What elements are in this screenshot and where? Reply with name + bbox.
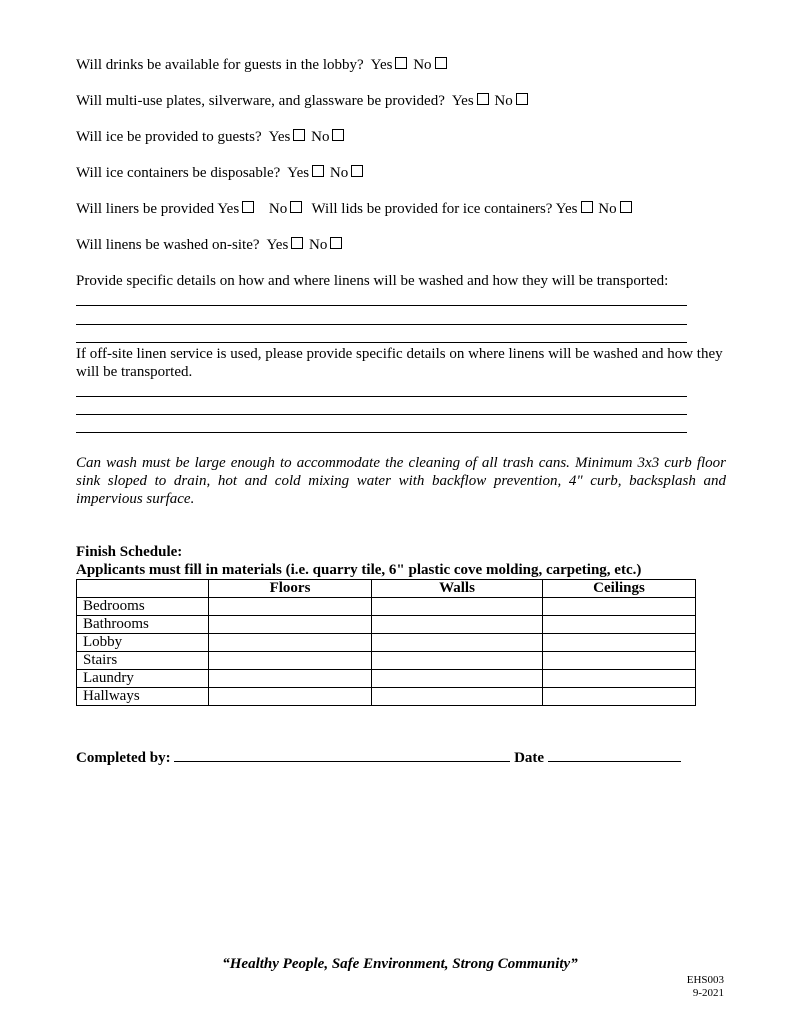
header-ceilings: Ceilings xyxy=(543,580,696,598)
yes-checkbox[interactable] xyxy=(581,201,593,213)
ceilings-cell[interactable] xyxy=(543,616,696,634)
room-name: Hallways xyxy=(77,688,209,706)
walls-cell[interactable] xyxy=(372,688,543,706)
finish-schedule-title: Finish Schedule: xyxy=(76,544,183,560)
offsite-line-1[interactable] xyxy=(76,396,687,397)
question-text: Will ice containers be disposable? xyxy=(76,165,281,181)
offsite-line-2[interactable] xyxy=(76,414,687,415)
yes-checkbox[interactable] xyxy=(242,201,254,213)
room-name: Stairs xyxy=(77,652,209,670)
offsite-line-3[interactable] xyxy=(76,432,687,433)
date-label: Date xyxy=(514,750,545,766)
question-text: Will ice be provided to guests? xyxy=(76,129,262,145)
ceilings-cell[interactable] xyxy=(543,598,696,616)
room-name: Laundry xyxy=(77,670,209,688)
yes-label: Yes xyxy=(217,201,240,217)
linen-details-line-3[interactable] xyxy=(76,342,687,343)
yes-checkbox[interactable] xyxy=(312,165,324,177)
no-checkbox[interactable] xyxy=(435,57,447,69)
table-row xyxy=(77,598,696,616)
floors-cell[interactable] xyxy=(209,598,372,616)
yes-checkbox[interactable] xyxy=(395,57,407,69)
footer-quote: “Healthy People, Safe Environment, Strong Community” xyxy=(222,956,578,972)
completed-by-line[interactable] xyxy=(174,747,510,762)
question-drinks-lobby xyxy=(76,56,449,74)
yes-label: Yes xyxy=(268,129,291,145)
header-walls: Walls xyxy=(372,580,543,598)
finish-schedule-instructions: Applicants must fill in materials (i.e. quarry tile, 6" plastic cove molding, carpeting, etc.) xyxy=(76,562,642,578)
question-liners-lids xyxy=(76,200,634,218)
no-checkbox[interactable] xyxy=(620,201,632,213)
walls-cell[interactable] xyxy=(372,598,543,616)
no-label: No xyxy=(329,165,349,181)
ceilings-cell[interactable] xyxy=(543,634,696,652)
no-label: No xyxy=(598,201,617,217)
walls-cell[interactable] xyxy=(372,634,543,652)
table-row xyxy=(77,670,696,688)
no-checkbox[interactable] xyxy=(351,165,363,177)
table-header-row xyxy=(77,580,696,598)
question-text: Will multi-use plates, silverware, and glassware be provided? xyxy=(76,93,445,109)
yes-label: Yes xyxy=(287,165,310,181)
yes-checkbox[interactable] xyxy=(477,93,489,105)
question-ice-provided xyxy=(76,128,346,146)
linen-details-prompt: Provide specific details on how and where linens will be washed and how they will be transported: xyxy=(76,273,669,289)
yes-label: Yes xyxy=(451,93,474,109)
no-checkbox[interactable] xyxy=(330,237,342,249)
form-date: 9-2021 xyxy=(692,987,724,999)
yes-label: Yes xyxy=(370,57,393,73)
floors-cell[interactable] xyxy=(209,670,372,688)
question-linens-washed-onsite xyxy=(76,236,344,254)
no-checkbox[interactable] xyxy=(290,201,302,213)
floors-cell[interactable] xyxy=(209,616,372,634)
offsite-prompt: If off-site linen service is used, please provide specific details on where linens will be washed and how they will be transported. xyxy=(76,346,723,380)
no-label: No xyxy=(268,201,288,217)
no-checkbox[interactable] xyxy=(516,93,528,105)
linen-details-line-1[interactable] xyxy=(76,305,687,306)
question-text: Will drinks be available for guests in the lobby? xyxy=(76,57,364,73)
question-ice-containers-disposable xyxy=(76,164,365,182)
no-label: No xyxy=(309,237,328,253)
table-row xyxy=(77,634,696,652)
header-floors: Floors xyxy=(209,580,372,598)
floors-cell[interactable] xyxy=(209,652,372,670)
completed-by-row xyxy=(76,747,681,767)
no-label: No xyxy=(311,129,330,145)
no-checkbox[interactable] xyxy=(332,129,344,141)
no-label: No xyxy=(413,57,432,73)
table-row xyxy=(77,616,696,634)
yes-label: Yes xyxy=(555,201,578,217)
table-row xyxy=(77,688,696,706)
floors-cell[interactable] xyxy=(209,634,372,652)
yes-checkbox[interactable] xyxy=(293,129,305,141)
floors-cell[interactable] xyxy=(209,688,372,706)
ceilings-cell[interactable] xyxy=(543,688,696,706)
yes-label: Yes xyxy=(266,237,289,253)
no-label: No xyxy=(494,93,513,109)
date-line[interactable] xyxy=(548,747,681,762)
room-name: Lobby xyxy=(77,634,209,652)
table-row xyxy=(77,652,696,670)
question-multiuse-plates xyxy=(76,92,530,110)
yes-checkbox[interactable] xyxy=(291,237,303,249)
linen-details-line-2[interactable] xyxy=(76,324,687,325)
can-wash-note: Can wash must be large enough to accommodate the cleaning of all trash cans. Minimum 3x3 curb floor sink sloped to drain, hot and cold mixing water with backflow prevention, 4" curb, backsplash and impervious surface. xyxy=(76,455,726,507)
walls-cell[interactable] xyxy=(372,670,543,688)
ceilings-cell[interactable] xyxy=(543,652,696,670)
room-name: Bedrooms xyxy=(77,598,209,616)
header-room xyxy=(77,580,209,598)
walls-cell[interactable] xyxy=(372,652,543,670)
question-text: Will liners be provided xyxy=(76,201,215,217)
room-name: Bathrooms xyxy=(77,616,209,634)
walls-cell[interactable] xyxy=(372,616,543,634)
form-code: EHS003 xyxy=(686,974,724,986)
question-text-2: Will lids be provided for ice containers? xyxy=(311,201,553,217)
ceilings-cell[interactable] xyxy=(543,670,696,688)
finish-schedule-table xyxy=(76,579,696,706)
question-text: Will linens be washed on-site? xyxy=(76,237,260,253)
completed-by-label: Completed by: xyxy=(76,750,171,766)
